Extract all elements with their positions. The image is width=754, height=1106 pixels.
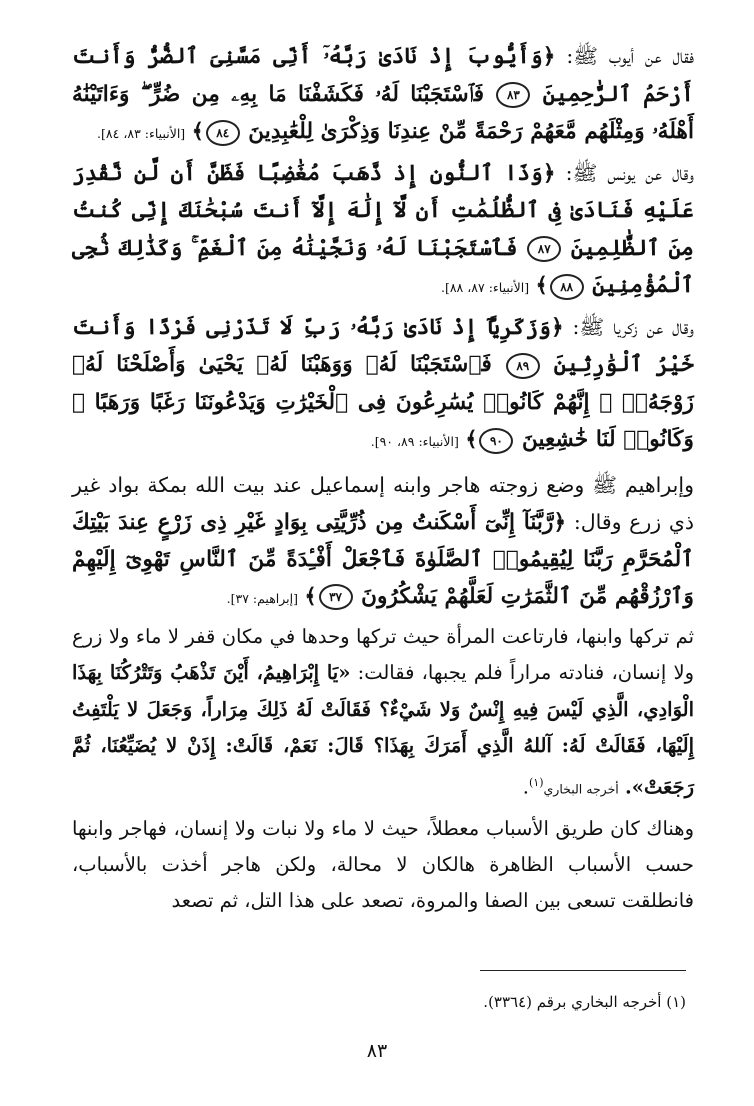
hadith-end-period: . [522,775,529,798]
verse-close-bracket: ﴾ [535,273,548,297]
verse-close-bracket: ﴾ [191,119,204,143]
paragraph-ayyub [72,38,694,153]
verse-number-87: ٨٧ [527,236,561,262]
zakariya-reference: [الأنبياء: ٨٩، ٩٠]. [370,434,459,449]
paragraph-closing [72,811,694,919]
verse-number-83: ٨٣ [496,82,530,108]
verse-number-37: ٣٧ [319,584,353,610]
hadith-narration: ثم تركها وابنها، فارتاعت المرأة حيث تركها وحدها في مكان قفر لا ماء ولا زرع ولا إنسان، فنادته مراراً فلم يجبها، فقالت: [72,624,694,684]
paragraph-yunus [72,155,694,307]
verse-number-89: ٨٩ [506,353,540,379]
yunus-reference: [الأنبياء: ٨٧، ٨٨]. [440,280,530,295]
ayyub-verse-83: ﴿وَأَيُّوبَ إِذْ نَادَىٰ رَبَّهُۥٓ أَنِّى مَسَّنِىَ ٱلضُّرُّ وَأَنتَ أَرْحَمُ ٱلرَّٰحِمِينَ [72,44,694,107]
yunus-verse-87: ﴿وَذَا ٱلنُّونِ إِذ ذَّهَبَ مُغَٰضِبًا فَظَنَّ أَن لَّن نَّقْدِرَ عَلَيْهِ فَنَادَىٰ فِى ٱلظُّلُمَٰتِ أَن لَّآ إِلَٰهَ إِلَّآ أَنتَ سُبْحَٰنَكَ إِنِّى كُنتُ مِنَ ٱلظَّٰلِمِينَ [72,160,694,261]
yunus-verse-88: فَٱسْتَجَبْنَا لَهُۥ وَنَجَّيْنَٰهُ مِنَ ٱلْغَمِّ ۚ وَكَذَٰلِكَ نُۨجِى ٱلْمُؤْمِنِينَ [72,235,694,298]
ayyub-reference: [الأنبياء: ٨٣، ٨٤]. [97,126,186,141]
main-text [72,38,694,919]
ibrahim-intro: وإبراهيم ﷺ وضع زوجته هاجر وابنه إسماعيل عند بيت الله بمكة بواد غير ذي زرع وقال: [72,472,694,534]
ibrahim-verse-37: ﴿رَّبَّنَآ إِنِّىٓ أَسْكَنتُ مِن ذُرِّيَّتِى بِوَادٍ غَيْرِ ذِى زَرْعٍ عِندَ بَيْتِكَ ٱلْمُحَرَّمِ رَبَّنَا لِيُقِيمُوا۟ ٱلصَّلَوٰةَ فَٱجْعَلْ أَفْـِٔدَةً مِّنَ ٱلنَّاسِ تَهْوِىٓ إِلَيْهِمْ وَٱرْزُقْهُم مِّنَ ٱلثَّمَرَٰتِ لَعَلَّهُمْ يَشْكُرُونَ [72,509,694,609]
footnote-divider [480,970,686,971]
zakariya-verse-89: ﴿وَزَكَرِيَّآ إِذْ نَادَىٰ رَبَّهُۥ رَبِّ لَا تَذَرْنِى فَرْدًا وَأَنتَ خَيْرُ ٱلْوَٰرِثِينَ [72,314,694,377]
ayyub-verse-84: فَٱسْتَجَبْنَا لَهُۥ فَكَشَفْنَا مَا بِهِۦ مِن ضُرٍّ ۖ وَءَاتَيْنَٰهُ أَهْلَهُۥ وَمِثْلَهُم مَّعَهُمْ رَحْمَةً مِّنْ عِندِنَا وَذِكْرَىٰ لِلْعَٰبِدِينَ [72,81,694,144]
verse-close-bracket: ﴾ [465,427,478,451]
page-number: ٨٣ [366,1040,388,1062]
verse-close-bracket: ﴾ [304,583,317,608]
verse-number-90: ٩٠ [479,428,513,454]
zakariya-intro: وقال عن زكريا ﷺ: [572,314,694,339]
verse-number-88: ٨٨ [550,274,584,300]
paragraph-hadith [72,619,694,808]
footnote: (١) أخرجه البخاري برقم (٣٣٦٤). [483,993,686,1011]
ayyub-intro: فقال عن أيوب ﷺ: [566,44,694,68]
verse-number-84: ٨٤ [206,120,240,146]
hadith-source: أخرجه البخاري [543,781,619,796]
closing-text: وهناك كان طريق الأسباب معطلاً، حيث لا ماء ولا نبات ولا إنسان، فهاجر وابنها حسب الأسباب الظاهرة هالكان لا محالة، ولكن هاجر أخذت بالأسباب، فانطلقت تسعى بين الصفا والمروة، تصعد على هذا التل، ثم تصعد [72,816,694,912]
ibrahim-reference: [إبراهيم: ٣٧]. [226,590,298,606]
zakariya-verse-90: فَٱسْتَجَبْنَا لَهُۥ وَوَهَبْنَا لَهُۥ يَحْيَىٰ وَأَصْلَحْنَا لَهُۥ زَوْجَهُۥٓ ۚ إِنَّهُمْ كَانُوا۟ يُسَٰرِعُونَ فِى ٱلْخَيْرَٰتِ وَيَدْعُونَنَا رَغَبًا وَرَهَبًا ۖ وَكَانُوا۟ لَنَا خَٰشِعِينَ [72,352,694,452]
paragraph-ibrahim [72,467,694,617]
hadith-quote: «يَا إِبْرَاهِيمُ، أَيْنَ تَذْهَبُ وَتَتْرُكُنَا بِهَذَا الْوَادِي، الَّذِي لَيْسَ فِيهِ إِنْسٌ وَلا شَيْءٌ؟ فَقَالَتْ لَهُ ذَلِكَ مِرَاراً، وَجَعَلَ لا يَلْتَفِتُ إِلَيْهَا، فَقَالَتْ لَهُ: آللهُ الَّذِي أَمَرَكَ بِهَذَا؟ قَالَ: نَعَمْ، قَالَتْ: إِذَنْ لا يُضَيِّعُنَا، ثُمَّ رَجَعَتْ». [72,661,694,798]
paragraph-zakariya [72,309,694,461]
yunus-intro: وقال عن يونس ﷺ: [565,160,694,185]
footnote-marker: (١) [529,775,544,789]
